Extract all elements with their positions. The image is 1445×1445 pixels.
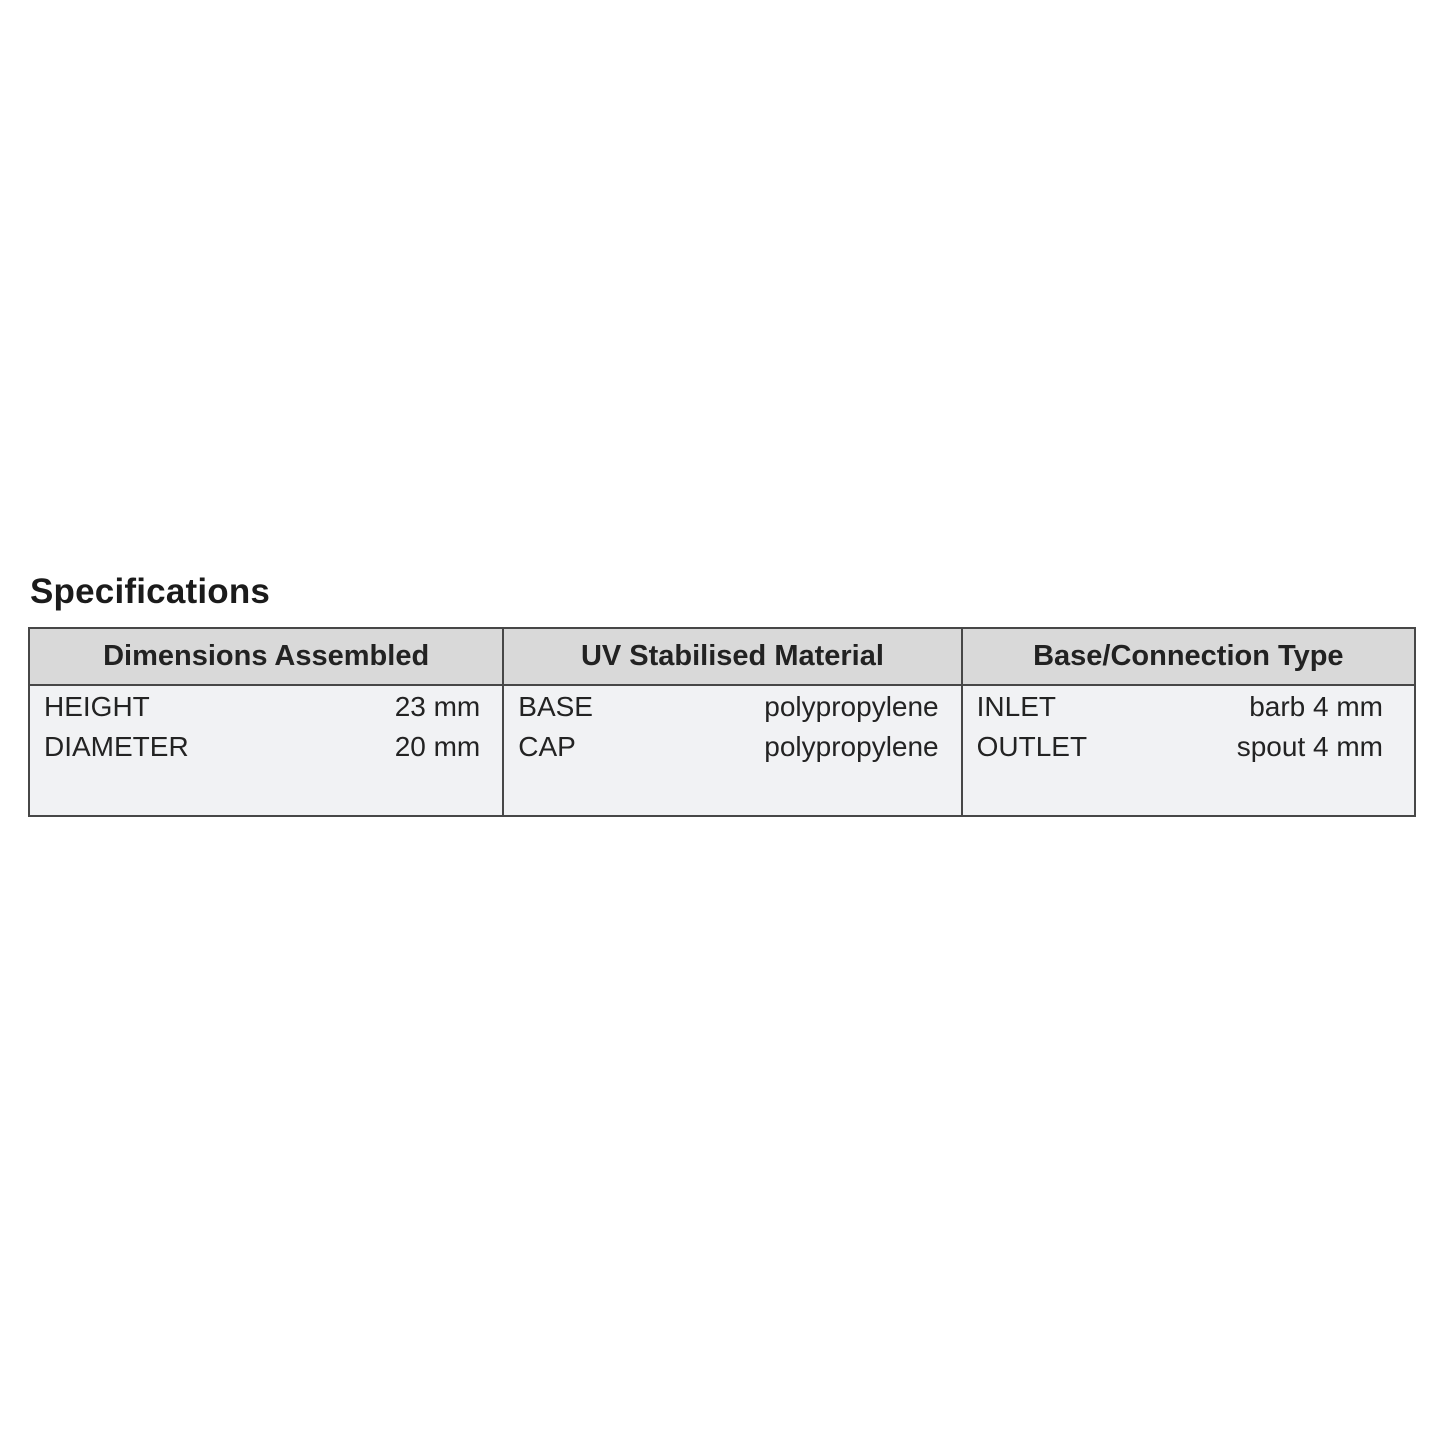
table-row xyxy=(963,687,1414,727)
column-material xyxy=(502,686,960,815)
specifications-table xyxy=(28,627,1416,817)
spec-label: BASE xyxy=(518,691,593,722)
spec-label: INLET xyxy=(976,691,1056,722)
section-title: Specifications xyxy=(30,572,271,611)
table-row xyxy=(963,727,1414,767)
column-dimensions xyxy=(30,686,502,815)
spec-label: HEIGHT xyxy=(44,691,150,722)
spec-value: polypropylene xyxy=(764,731,939,762)
table-row xyxy=(504,687,960,727)
spec-value: barb 4 mm xyxy=(1249,691,1384,722)
table-row xyxy=(30,727,502,767)
spec-value: 23 mm xyxy=(394,691,481,722)
column-header-material: UV Stabilised Material xyxy=(502,629,960,684)
spec-value: polypropylene xyxy=(764,691,939,722)
column-header-connection: Base/Connection Type xyxy=(961,629,1414,684)
table-row xyxy=(30,687,502,727)
spec-value: 20 mm xyxy=(394,731,481,762)
column-header-dimensions: Dimensions Assembled xyxy=(103,640,430,672)
table-body xyxy=(30,686,1414,815)
spec-label: DIAMETER xyxy=(44,731,189,762)
spec-label: CAP xyxy=(518,731,576,762)
spec-value: spout 4 mm xyxy=(1236,731,1384,762)
column-connection xyxy=(961,686,1414,815)
table-row xyxy=(504,727,960,767)
specifications-section xyxy=(28,572,1416,817)
table-header-row xyxy=(30,629,1414,686)
spec-label: OUTLET xyxy=(976,731,1088,762)
